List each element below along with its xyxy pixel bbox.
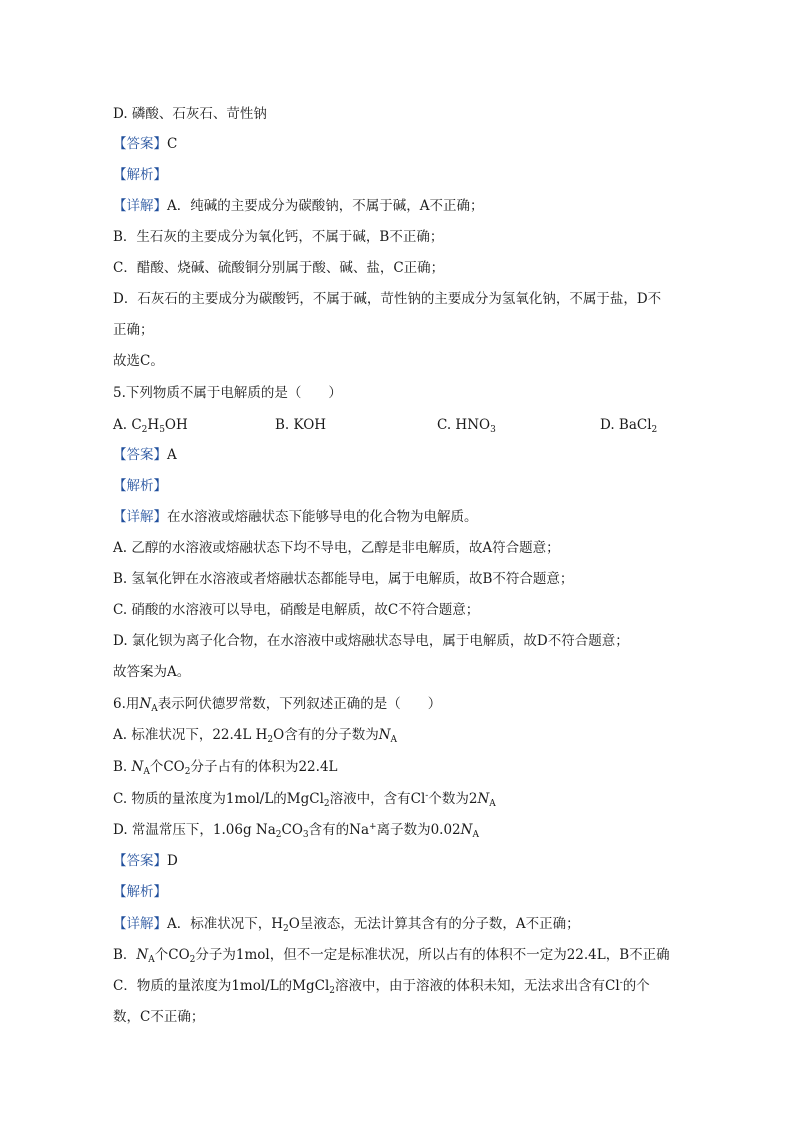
- q4-detail-a: [113, 198, 484, 214]
- detail-tag: 【详解】: [113, 916, 167, 932]
- q6-detail-c-line1: C．物质的量浓度为1mol/L的MgCl$_2$溶液中，由于溶液的体积未知，无法求出含有Cl-的个: [113, 978, 650, 996]
- q4-answer: [113, 136, 177, 152]
- q5-answer: [113, 447, 177, 463]
- q6-analysis-tag: [113, 884, 167, 900]
- q5-detail-a: A. 乙醇的水溶液或熔融状态下均不导电，乙醇是非电解质，故A符合题意；: [113, 540, 560, 556]
- detail-text: 在水溶液或熔融状态下能够导电的化合物为电解质。: [167, 509, 478, 525]
- q5-detail-intro: [113, 509, 478, 525]
- answer-value: C: [167, 136, 178, 152]
- q5-detail-b: B. 氢氧化钾在水溶液或者熔融状态都能导电，属于电解质，故B不符合题意；: [113, 571, 574, 587]
- q5-analysis-tag: [113, 478, 167, 494]
- q5-option-b: B. KOH: [275, 417, 327, 433]
- q5-conclusion: 故答案为A。: [113, 664, 191, 680]
- q6-option-b: B. $N_A$个$CO_2$分子占有的体积为22.4L: [113, 759, 338, 777]
- detail-tag: 【详解】: [113, 198, 167, 214]
- q4-analysis-tag: [113, 167, 167, 183]
- q6-answer: [113, 853, 178, 869]
- q5-stem: 5.下列物质不属于电解质的是（ ）: [113, 385, 342, 401]
- q6-stem: 6.用$N_A$表示阿伏德罗常数，下列叙述正确的是（ ）: [113, 696, 442, 714]
- q5-detail-d: D. 氯化钡为离子化合物，在水溶液中或熔融状态导电，属于电解质，故D不符合题意；: [113, 633, 629, 649]
- q5-option-c: C. $HNO_3$: [437, 417, 496, 435]
- q6-option-a: A. 标准状况下，22.4L $H_2O$含有的分子数为$N_A$: [113, 727, 398, 745]
- q5-option-d: D. BaCl$_2$: [600, 417, 658, 435]
- analysis-tag: 【解析】: [113, 884, 167, 900]
- answer-tag: 【答案】: [113, 853, 167, 869]
- q4-detail-b: B．生石灰的主要成分为氧化钙，不属于碱，B不正确；: [113, 229, 444, 245]
- answer-value: D: [167, 853, 178, 869]
- q4-detail-d-line1: D．石灰石的主要成分为碳酸钙，不属于碱，苛性钠的主要成分为氢氧化钠，不属于盐，D不: [113, 291, 662, 307]
- q4-detail-d-line2: 正确；: [113, 322, 154, 338]
- q6-detail-a: 【详解】A．标准状况下，$H_2O$呈液态，无法计算其含有的分子数，A不正确；: [113, 916, 580, 934]
- answer-value: A: [167, 447, 177, 463]
- analysis-tag: 【解析】: [113, 167, 167, 183]
- q4-conclusion: 故选C。: [113, 353, 164, 369]
- detail-text: A．纯碱的主要成分为碳酸钠，不属于碱，A不正确；: [167, 198, 484, 214]
- q5-option-a: A. $C_2H_5OH$: [113, 417, 188, 435]
- q6-option-c: C. 物质的量浓度为1mol/L的MgCl$_2$溶液中，含有Cl-个数为$2N_A$: [113, 791, 496, 809]
- detail-tag: 【详解】: [113, 509, 167, 525]
- q6-option-d: D. 常温常压下，1.06g $Na_2CO_3$含有的Na+离子数为$0.02N_A$: [113, 822, 479, 840]
- q4-detail-c: C．醋酸、烧碱、硫酸铜分别属于酸、碱、盐，C正确；: [113, 260, 445, 276]
- analysis-tag: 【解析】: [113, 478, 167, 494]
- q6-detail-b: B．$N_A$个$CO_2$分子为1mol，但不一定是标准状况，所以占有的体积不一定为22.4L，B不正确: [113, 947, 670, 965]
- q4-option-d: D. 磷酸、石灰石、苛性钠: [113, 106, 267, 122]
- q6-detail-c-line2: 数，C不正确；: [113, 1009, 205, 1025]
- q5-detail-c: C. 硝酸的水溶液可以导电，硝酸是电解质，故C不符合题意；: [113, 602, 480, 618]
- answer-tag: 【答案】: [113, 136, 167, 152]
- answer-tag: 【答案】: [113, 447, 167, 463]
